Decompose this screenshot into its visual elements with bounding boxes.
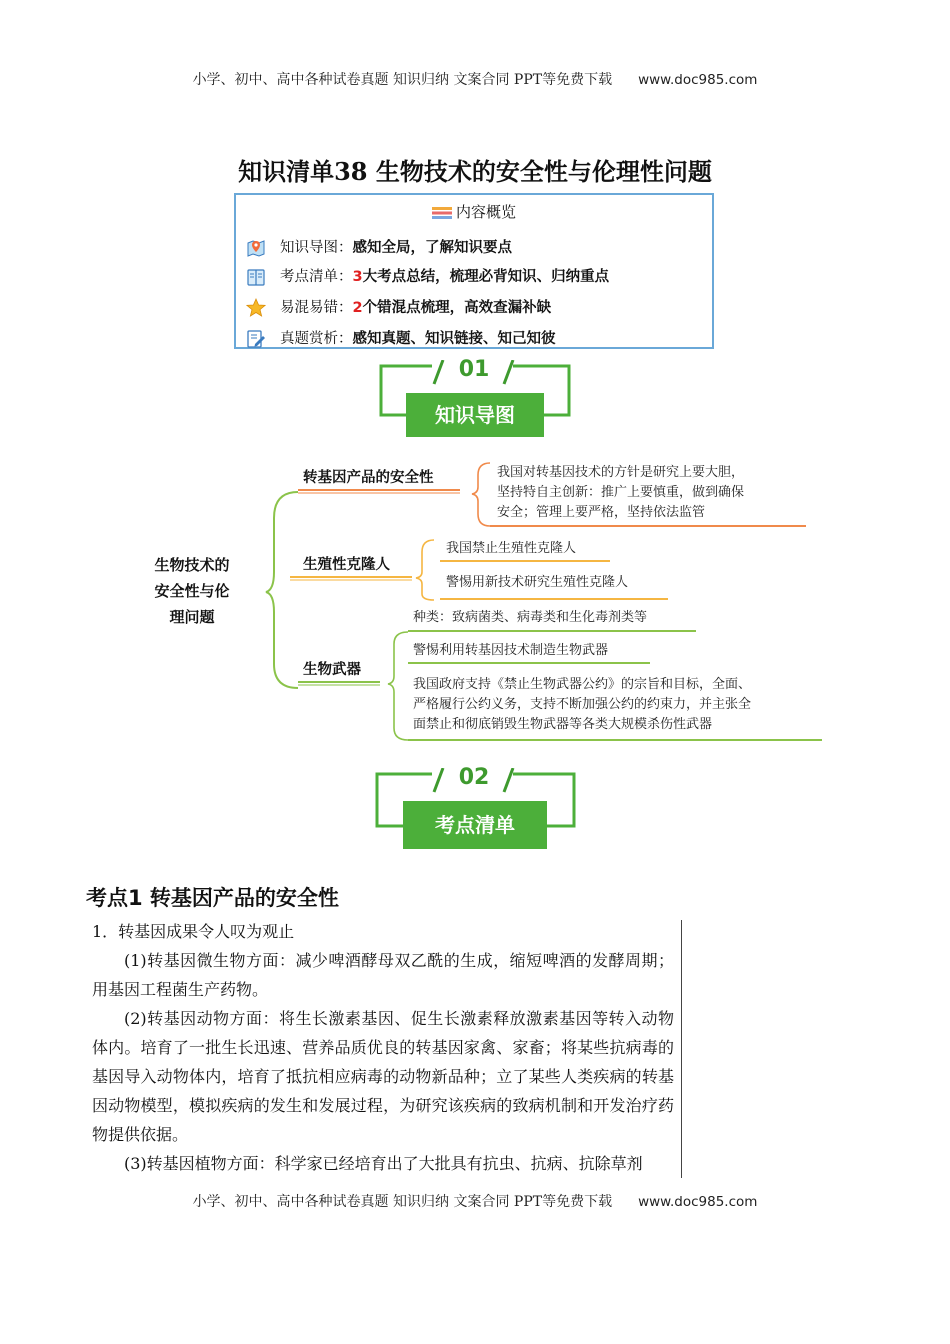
badge-label-mindmap: 知识导图 (406, 393, 544, 437)
page-footer (0, 1191, 950, 1211)
mindmap-leaf-gmo-policy: 我国对转基因技术的方针是研究上要大胆， 坚持特自主创新：推广上要慎重，做到确保 安全；管理上要严格，坚持依法监管 (497, 465, 745, 520)
overview-heading: 内容概览 (236, 201, 712, 222)
overview-row-exam: 真题赏析：感知真题、知识链接、知己知彼 (246, 327, 556, 349)
section-body (92, 917, 674, 1178)
mindmap-branch-bioweapons: 生物武器 (303, 662, 361, 678)
page-title: 知识清单38 生物技术的安全性与伦理性问题 (238, 157, 712, 186)
mindmap-root: 生物技术的 安全性与伦 理问题 (154, 556, 230, 626)
header-site[interactable]: www.doc985.com (638, 72, 758, 88)
paragraph: (3)转基因植物方面：科学家已经培育出了大批具有抗虫、抗病、抗除草剂 (124, 1154, 643, 1173)
mindmap-leaf-alert-cloning: 警惕用新技术研究生殖性克隆人 (446, 575, 629, 590)
mindmap-branch-gmo-safety: 转基因产品的安全性 (303, 470, 434, 486)
margin-rule (681, 920, 682, 1178)
overview-row-checklist: 考点清单：3大考点总结，梳理必背知识、归纳重点 (246, 265, 609, 287)
footer-text: 小学、初中、高中各种试卷真题 知识归纳 文案合同 PPT等免费下载 (192, 1194, 613, 1210)
overview-row-errors: 易混易错：2个错混点梳理，高效查漏补缺 (246, 296, 551, 318)
badge-number-01: 01 (458, 357, 490, 382)
mindmap-leaf-weapon-types: 种类：致病菌类、病毒类和生化毒剂类等 (413, 610, 648, 625)
mindmap-leaf-convention: 我国政府支持《禁止生物武器公约》的宗旨和目标，全面、 严格履行公约义务，支持不断加强公约的约束力，并主张全 面禁止和彻底销毁生物武器等各类大规模杀伤性武器 (413, 677, 752, 732)
paragraph: (1)转基因微生物方面：减少啤酒酵母双乙酰的生成，缩短啤酒的发酵周期；用基因工程菌生产药物。 (92, 951, 674, 999)
overview-row-mindmap: 知识导图：感知全局，了解知识要点 (246, 236, 512, 258)
section-heading: 考点1 转基因产品的安全性 (86, 886, 339, 910)
mindmap-branch-cloning: 生殖性克隆人 (303, 557, 390, 573)
badge-label-checklist: 考点清单 (403, 801, 547, 849)
mindmap-leaf-alert-weapons: 警惕利用转基因技术制造生物武器 (413, 643, 609, 658)
mindmap-leaf-ban-cloning: 我国禁止生殖性克隆人 (446, 541, 577, 556)
badge-number-02: 02 (458, 765, 490, 790)
footer-site[interactable]: www.doc985.com (638, 1194, 758, 1210)
paragraph: (2)转基因动物方面：将生长激素基因、促生长激素释放激素基因等转入动物体内。培育了一批生长迅速、营养品质优良的转基因家禽、家畜；将某些抗病毒的基因导入动物体内，培育了抵抗相应病毒的动物新品种；立了某些人类疾病的转基因动物模型，模拟疾病的发生和发展过程，为研究该疾病的致病机制和开发治疗药物提供依据。 (92, 1009, 674, 1144)
paragraph: 1．转基因成果令人叹为观止 (92, 922, 295, 941)
header-text: 小学、初中、高中各种试卷真题 知识归纳 文案合同 PPT等免费下载 (192, 72, 613, 88)
